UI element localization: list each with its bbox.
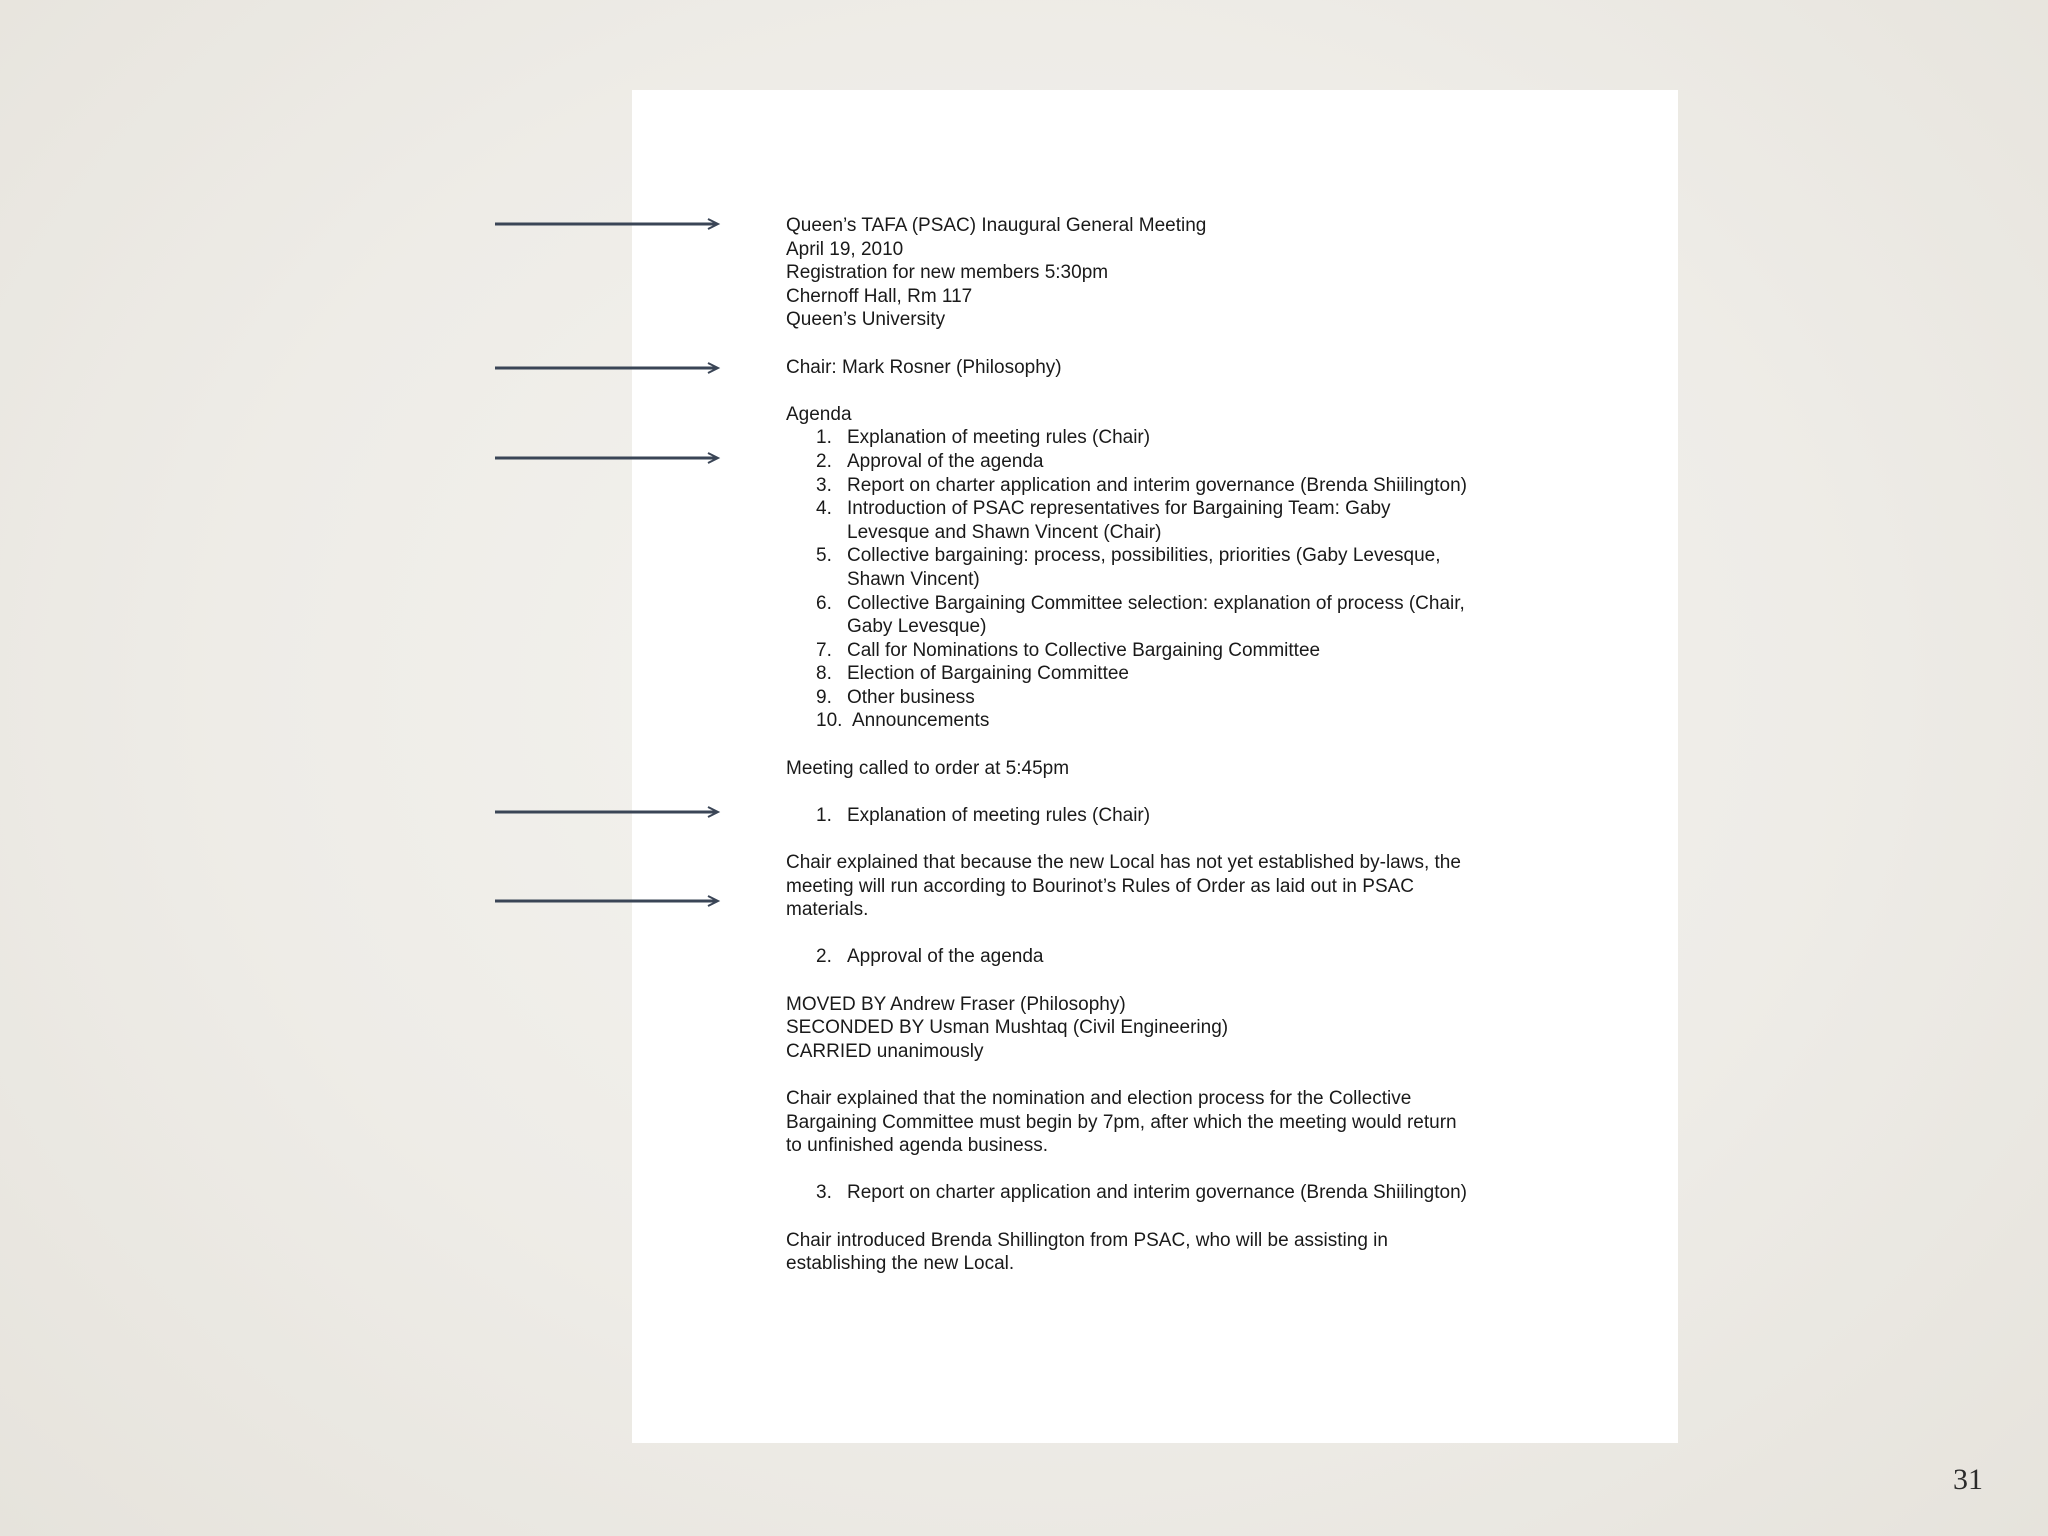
paragraph-line: materials. — [786, 899, 869, 921]
agenda-item-text: Shawn Vincent) — [847, 568, 980, 590]
agenda-item-number: 10. — [816, 710, 843, 732]
agenda-item-number: 9. — [816, 686, 832, 708]
agenda-item-number: 2. — [816, 450, 832, 472]
agenda-item — [786, 474, 1566, 498]
agenda-item-text: Report on charter application and interim governance (Brenda Shiilington) — [847, 474, 1467, 496]
registration-time: Registration for new members 5:30pm — [786, 262, 1109, 284]
seconded-by: SECONDED BY Usman Mushtaq (Civil Engineering) — [786, 1017, 1229, 1039]
moved-by: MOVED BY Andrew Fraser (Philosophy) — [786, 993, 1126, 1015]
meeting-minutes — [786, 214, 1566, 1276]
paragraph-line: Chair explained that the nomination and election process for the Collective — [786, 1087, 1412, 1109]
section-paragraph — [786, 1229, 1566, 1276]
chair-line: Chair: Mark Rosner (Philosophy) — [786, 356, 1062, 378]
annotation-arrow-2 — [494, 361, 722, 375]
section-number: 1. — [816, 804, 832, 826]
paragraph-line: Bargaining Committee must begin by 7pm, after which the meeting would return — [786, 1111, 1457, 1133]
agenda-item-number: 6. — [816, 592, 832, 614]
agenda-item-text: Introduction of PSAC representatives for Bargaining Team: Gaby — [847, 498, 1391, 520]
agenda-item — [786, 662, 1566, 686]
agenda-title: Agenda — [786, 403, 852, 425]
agenda-item-number: 7. — [816, 639, 832, 661]
agenda-item — [786, 686, 1566, 710]
agenda-item-text: Election of Bargaining Committee — [847, 663, 1129, 685]
agenda-item-text: Announcements — [852, 710, 990, 732]
agenda-list — [786, 426, 1566, 733]
agenda-item — [786, 450, 1566, 474]
section-heading — [786, 945, 1566, 969]
agenda-item — [786, 426, 1566, 450]
annotation-arrow-5 — [494, 894, 722, 908]
agenda-item-text: Gaby Levesque) — [847, 616, 987, 638]
annotation-arrow-3 — [494, 451, 722, 465]
section-heading — [786, 1181, 1566, 1205]
paragraph-line: meeting will run according to Bourinot’s Rules of Order as laid out in PSAC — [786, 875, 1415, 897]
call-to-order: Meeting called to order at 5:45pm — [786, 757, 1070, 779]
meeting-room: Chernoff Hall, Rm 117 — [786, 285, 973, 307]
agenda-item-text: Levesque and Shawn Vincent (Chair) — [847, 521, 1162, 543]
motion-result: CARRIED unanimously — [786, 1040, 984, 1062]
document-header — [786, 214, 1566, 332]
agenda-item-text: Collective Bargaining Committee selection: explanation of process (Chair, — [847, 592, 1465, 614]
agenda-item-number: 1. — [816, 427, 832, 449]
agenda-item-text: Approval of the agenda — [847, 450, 1044, 472]
meeting-title: Queen’s TAFA (PSAC) Inaugural General Meeting — [786, 215, 1207, 236]
agenda-item-text: Other business — [847, 686, 975, 708]
paragraph-line: Chair introduced Brenda Shillington from PSAC, who will be assisting in — [786, 1229, 1388, 1251]
paragraph-line: Chair explained that because the new Local has not yet established by-laws, the — [786, 852, 1461, 874]
agenda-item — [786, 544, 1566, 591]
section-paragraph — [786, 1087, 1566, 1158]
section-number: 2. — [816, 946, 832, 968]
annotation-arrow-4 — [494, 805, 722, 819]
section-title: Explanation of meeting rules (Chair) — [847, 804, 1151, 826]
paragraph-line: establishing the new Local. — [786, 1253, 1015, 1275]
section-heading — [786, 804, 1566, 828]
agenda-item — [786, 497, 1566, 544]
agenda-item-number: 4. — [816, 498, 832, 520]
agenda-item — [786, 592, 1566, 639]
slide-page-number: 31 — [1953, 1463, 1983, 1496]
section-paragraph — [786, 851, 1566, 922]
paragraph-line: to unfinished agenda business. — [786, 1135, 1048, 1157]
agenda-item — [786, 639, 1566, 663]
motion-block — [786, 993, 1566, 1064]
section-title: Report on charter application and interim governance (Brenda Shiilington) — [847, 1182, 1467, 1204]
annotation-arrow-1 — [494, 217, 722, 231]
agenda-item-number: 8. — [816, 663, 832, 685]
agenda-item-text: Collective bargaining: process, possibilities, priorities (Gaby Levesque, — [847, 545, 1441, 567]
agenda-item-text: Explanation of meeting rules (Chair) — [847, 427, 1151, 449]
agenda-item — [786, 709, 1566, 733]
meeting-date: April 19, 2010 — [786, 238, 904, 260]
section-number: 3. — [816, 1182, 832, 1204]
agenda-item-text: Call for Nominations to Collective Bargaining Committee — [847, 639, 1321, 661]
section-title: Approval of the agenda — [847, 946, 1044, 968]
meeting-institution: Queen’s University — [786, 309, 946, 331]
agenda-item-number: 5. — [816, 545, 832, 567]
agenda-item-number: 3. — [816, 474, 832, 496]
